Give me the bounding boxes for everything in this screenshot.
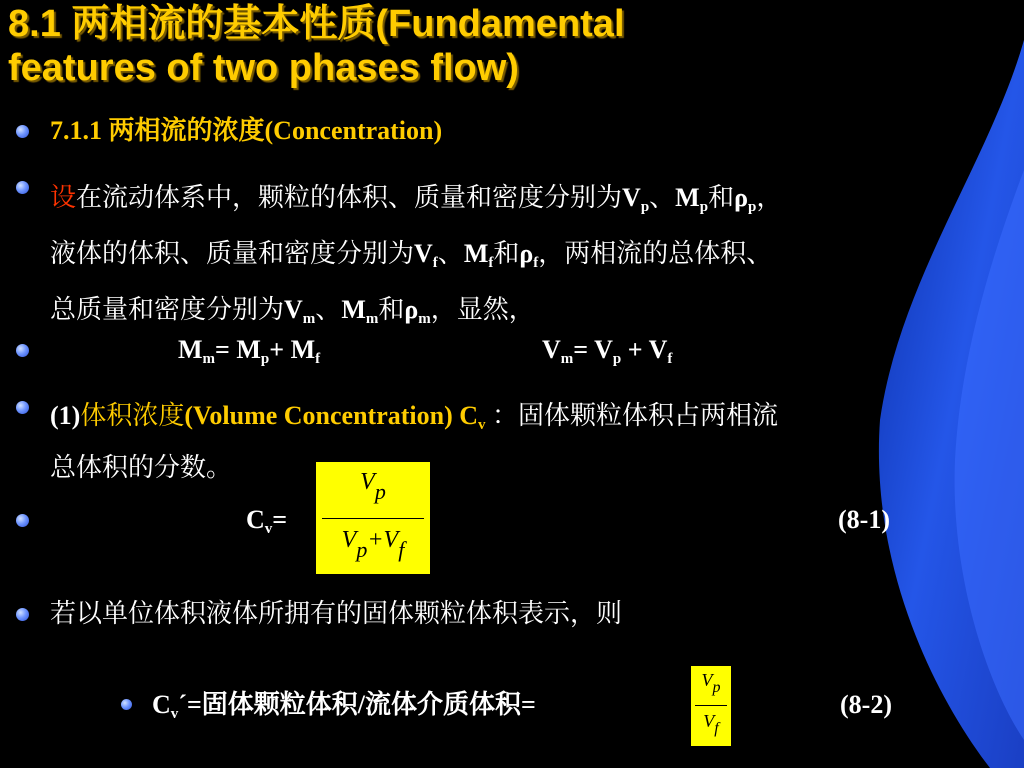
section-title-en: (Concentration) [264, 116, 443, 145]
formula-box-8-1 [316, 462, 430, 574]
para-text: 在流动体系中，颗粒的体积、质量和密度分别为 [76, 183, 623, 212]
paragraph-unit-volume: 若以单位体积液体所拥有的固体颗粒体积表示，则 [50, 599, 623, 628]
cv-lhs [246, 503, 287, 537]
eq-sub: p [260, 351, 270, 367]
equation-mass [178, 333, 320, 367]
para-text: ，两相流的总体积、 [538, 239, 773, 268]
den-v: V [703, 711, 715, 731]
sym: V [414, 239, 433, 268]
den-plus: +V [367, 527, 399, 553]
sym: V [622, 183, 641, 212]
num-v: V [360, 469, 375, 495]
sep: 、 [315, 295, 342, 324]
num-v: V [701, 670, 713, 690]
fraction-bar [322, 518, 424, 519]
vc-term-en: (Volume Concentration) C [184, 401, 479, 430]
slide-title-line-1: 8.1 两相流的基本性质(Fundamental [8, 3, 625, 45]
formula-box-8-2 [691, 666, 731, 746]
num-sub: p [712, 679, 721, 696]
eq-term: = V [573, 335, 613, 364]
section-heading [50, 114, 442, 148]
conj: 和 [493, 239, 520, 268]
eq-sub: m [202, 351, 216, 367]
vc-line-2: 总体积的分数。 [50, 453, 233, 482]
cv-prime-lhs [152, 688, 536, 722]
cv-symbol: C [152, 690, 171, 719]
vc-term-cn: 体积浓度 [80, 401, 185, 430]
slide-title [8, 2, 625, 90]
bullet-icon [16, 344, 29, 357]
eq-sub: p [612, 351, 622, 367]
eq-sub: f [667, 351, 673, 367]
vc-desc: 固体颗粒体积占两相流 [518, 401, 779, 430]
bullet-icon [16, 401, 29, 414]
para-line-2 [50, 226, 782, 282]
sym: M [463, 239, 489, 268]
section-number: 7.1.1 [50, 116, 109, 145]
sep: 、 [437, 239, 464, 268]
bullet-icon [16, 514, 29, 527]
sym-sub: f [488, 255, 494, 271]
sym: M [675, 183, 700, 212]
she-word: 设 [50, 183, 77, 212]
sym: ρ [519, 239, 534, 268]
vc-line-1 [50, 390, 778, 442]
den-sub: p [356, 537, 368, 562]
sym-sub: m [418, 311, 431, 327]
cv-prime-rest: ´=固体颗粒体积/流体介质体积= [178, 690, 536, 719]
sym: ρ [734, 183, 748, 212]
equation-volume [542, 333, 672, 367]
sym-sub: f [533, 255, 539, 271]
cv-symbol: C [246, 505, 265, 534]
conj: 和 [378, 295, 405, 324]
sym-sub: m [365, 311, 379, 327]
eq-term: + V [621, 335, 668, 364]
sym: V [284, 295, 303, 324]
sep: ， [756, 183, 783, 212]
fraction-numerator [691, 669, 731, 696]
bullet-icon [16, 125, 29, 138]
bullet-icon [121, 699, 132, 710]
sym-sub: p [699, 199, 709, 215]
eq-sub: f [315, 351, 321, 367]
sym-sub: p [640, 199, 650, 215]
fraction-denominator [316, 526, 430, 562]
para-text: 总质量和密度分别为 [50, 295, 285, 324]
equation-label-8-1: (8-1) [838, 505, 890, 534]
eq-term: = M [215, 335, 261, 364]
para-text: ，显然， [430, 295, 535, 324]
para-line-1 [50, 170, 782, 226]
para-text: 液体的体积、质量和密度分别为 [50, 239, 415, 268]
cv-sub: v [170, 706, 179, 722]
fraction-numerator [316, 468, 430, 504]
sym-sub: p [748, 199, 757, 215]
eq-term: + M [269, 335, 316, 364]
eq-term: M [178, 335, 203, 364]
sep: 、 [649, 183, 676, 212]
den-sub: f [398, 537, 405, 562]
den-sub: f [714, 720, 719, 737]
sym-sub: m [302, 311, 316, 327]
vc-sub: v [478, 417, 486, 433]
eq-term: V [542, 335, 561, 364]
bullet-icon [16, 181, 29, 194]
bullet-icon [16, 608, 29, 621]
eq-sub: m [560, 351, 574, 367]
fraction-bar [695, 705, 727, 706]
vc-colon: ： [485, 401, 519, 430]
fraction-denominator [691, 710, 731, 737]
para-line-3 [50, 282, 782, 338]
sym-sub: f [432, 255, 438, 271]
num-sub: p [374, 479, 386, 504]
conj: 和 [708, 183, 735, 212]
section-title-cn: 两相流的浓度 [108, 116, 265, 146]
equals: = [272, 505, 288, 534]
paragraph-definitions [50, 170, 782, 338]
sym: M [341, 295, 366, 324]
slide-title-line-2: features of two phases flow) [8, 47, 519, 89]
cv-sub: v [264, 521, 273, 537]
den-v: V [341, 527, 357, 553]
equation-label-8-2: (8-2) [840, 690, 892, 719]
sym: ρ [404, 295, 419, 324]
vc-prefix: (1) [50, 401, 81, 430]
